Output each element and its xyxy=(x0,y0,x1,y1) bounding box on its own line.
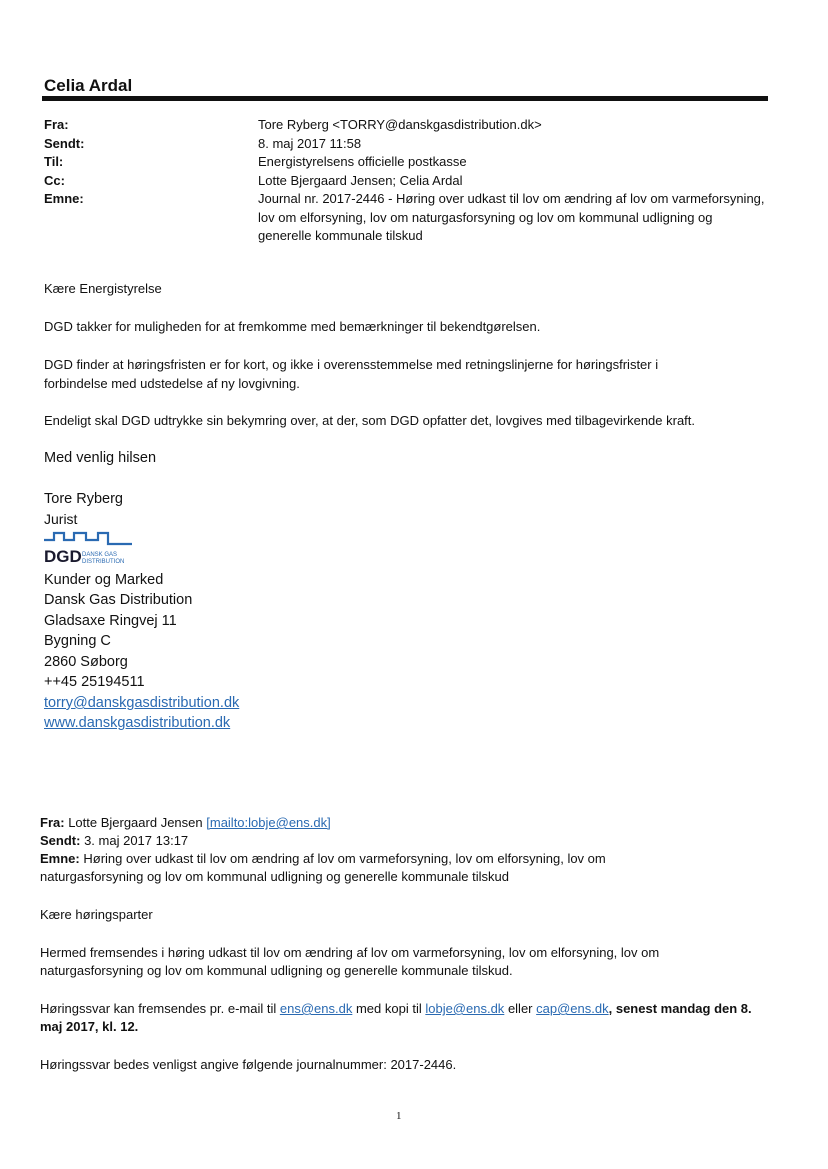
header-value: 8. maj 2017 11:58 xyxy=(258,135,362,151)
header-rule xyxy=(42,96,768,101)
forwarded-mailto-link[interactable]: [mailto:lobje@ens.dk] xyxy=(206,815,331,830)
header-label: Fra: xyxy=(44,117,69,132)
email-paragraph-3: Endeligt skal DGD udtrykke sin bekymring over, at der, som DGD opfatter det, lovgives med tilbagevirkende kraft. xyxy=(44,413,696,428)
signature-name: Tore Ryberg xyxy=(44,491,123,507)
header-value: Tore Ryberg <TORRY@danskgasdistribution.dk> xyxy=(258,117,542,132)
header-value: Lotte Bjergaard Jensen; Celia Ardal xyxy=(258,172,463,188)
forwarded-from-label: Fra: xyxy=(40,815,65,830)
forwarded-p2-text-a: Høringssvar kan fremsendes pr. e-mail til xyxy=(40,1001,277,1016)
email-closing: Med venlig hilsen xyxy=(44,450,157,466)
forwarded-from-line xyxy=(40,814,780,832)
forwarded-from-value: Lotte Bjergaard Jensen xyxy=(68,815,203,830)
header-label: Sendt: xyxy=(44,135,85,151)
header-row-cc xyxy=(44,172,784,191)
header-label: Til: xyxy=(44,154,64,169)
signature-department: Kunder og Marked xyxy=(44,572,164,588)
header-value: Journal nr. 2017-2446 - Høring over udkast til lov om ændring af lov om varmeforsyning, lov om elforsyning, lov om naturgasforsyning og lov om kommunal udligning og generelle kommunale tilskud xyxy=(258,191,765,243)
forwarded-sent-line xyxy=(40,832,780,850)
cap-email-link[interactable]: cap@ens.dk xyxy=(536,1001,609,1016)
email-paragraph-1: DGD takker for muligheden for at fremkomme med bemærkninger til bekendtgørelsen. xyxy=(44,319,541,334)
email-header-table xyxy=(44,116,784,246)
signature-company: Dansk Gas Distribution xyxy=(44,592,193,608)
email-greeting: Kære Energistyrelse xyxy=(44,281,162,296)
signature-city: 2860 Søborg xyxy=(44,654,128,670)
forwarded-sent-label: Sendt: xyxy=(40,833,81,848)
email-owner-name: Celia Ardal xyxy=(44,76,133,95)
header-row-from xyxy=(44,116,784,135)
forwarded-sent-value: 3. maj 2017 13:17 xyxy=(84,833,189,848)
header-row-subject xyxy=(44,190,784,246)
forwarded-message xyxy=(40,814,780,1074)
signature-website-link[interactable]: www.danskgasdistribution.dk xyxy=(44,715,231,731)
forwarded-subject-value: Høring over udkast til lov om ændring af lov om varmeforsyning, lov om elforsyning, lov om naturgasforsyning og lov om kommunal udligning og generelle kommunale tilskud xyxy=(40,851,606,884)
header-row-to xyxy=(44,153,784,172)
signature-building: Bygning C xyxy=(44,633,111,649)
signature-street: Gladsaxe Ringvej 11 xyxy=(44,613,177,629)
signature-website-wrap xyxy=(44,713,444,733)
page-number: 1 xyxy=(396,1110,402,1122)
header-label: Cc: xyxy=(44,172,65,188)
logo-small-text-2: DISTRIBUTION xyxy=(82,559,125,565)
signature-phone: ++45 25194511 xyxy=(44,674,145,690)
forwarded-paragraph-2 xyxy=(40,1000,760,1036)
forwarded-greeting: Kære høringsparter xyxy=(40,907,153,922)
logo-dgd-text: DGD xyxy=(44,547,82,566)
forwarded-paragraph-1: Hermed fremsendes i høring udkast til lov om ændring af lov om varmeforsyning, lov om elforsyning, lov om naturgasforsyning og lov om kommunal udligning og generelle kommunale tilskud. xyxy=(40,945,660,978)
signature-email-wrap xyxy=(44,693,444,713)
header-value: Energistyrelsens officielle postkasse xyxy=(258,154,467,169)
forwarded-p2-text-c: eller xyxy=(507,1001,533,1016)
forwarded-deadline: , senest mandag den 8. maj 2017, kl. 12. xyxy=(40,1001,752,1034)
email-paragraph-2: DGD finder at høringsfristen er for kort, og ikke i overensstemmelse med retningslinjerne for høringsfrister i forbindelse med udstedelse af ny lovgivning. xyxy=(44,357,659,391)
forwarded-subject-line xyxy=(40,850,660,886)
signature-email-link[interactable]: torry@danskgasdistribution.dk xyxy=(44,695,240,711)
forwarded-subject-label: Emne: xyxy=(40,851,80,866)
forwarded-p2-text-b: med kopi til xyxy=(355,1001,422,1016)
signature-title: Jurist xyxy=(44,511,78,527)
forwarded-paragraph-3: Høringssvar bedes venligst angive følgende journalnummer: 2017-2446. xyxy=(40,1057,457,1072)
logo-small-text-1: DANSK GAS xyxy=(82,552,118,558)
header-label: Emne: xyxy=(44,191,84,206)
lobje-email-link[interactable]: lobje@ens.dk xyxy=(425,1001,505,1016)
header-row-sent xyxy=(44,135,784,154)
ens-email-link[interactable]: ens@ens.dk xyxy=(279,1001,353,1016)
dgd-logo xyxy=(42,528,138,568)
